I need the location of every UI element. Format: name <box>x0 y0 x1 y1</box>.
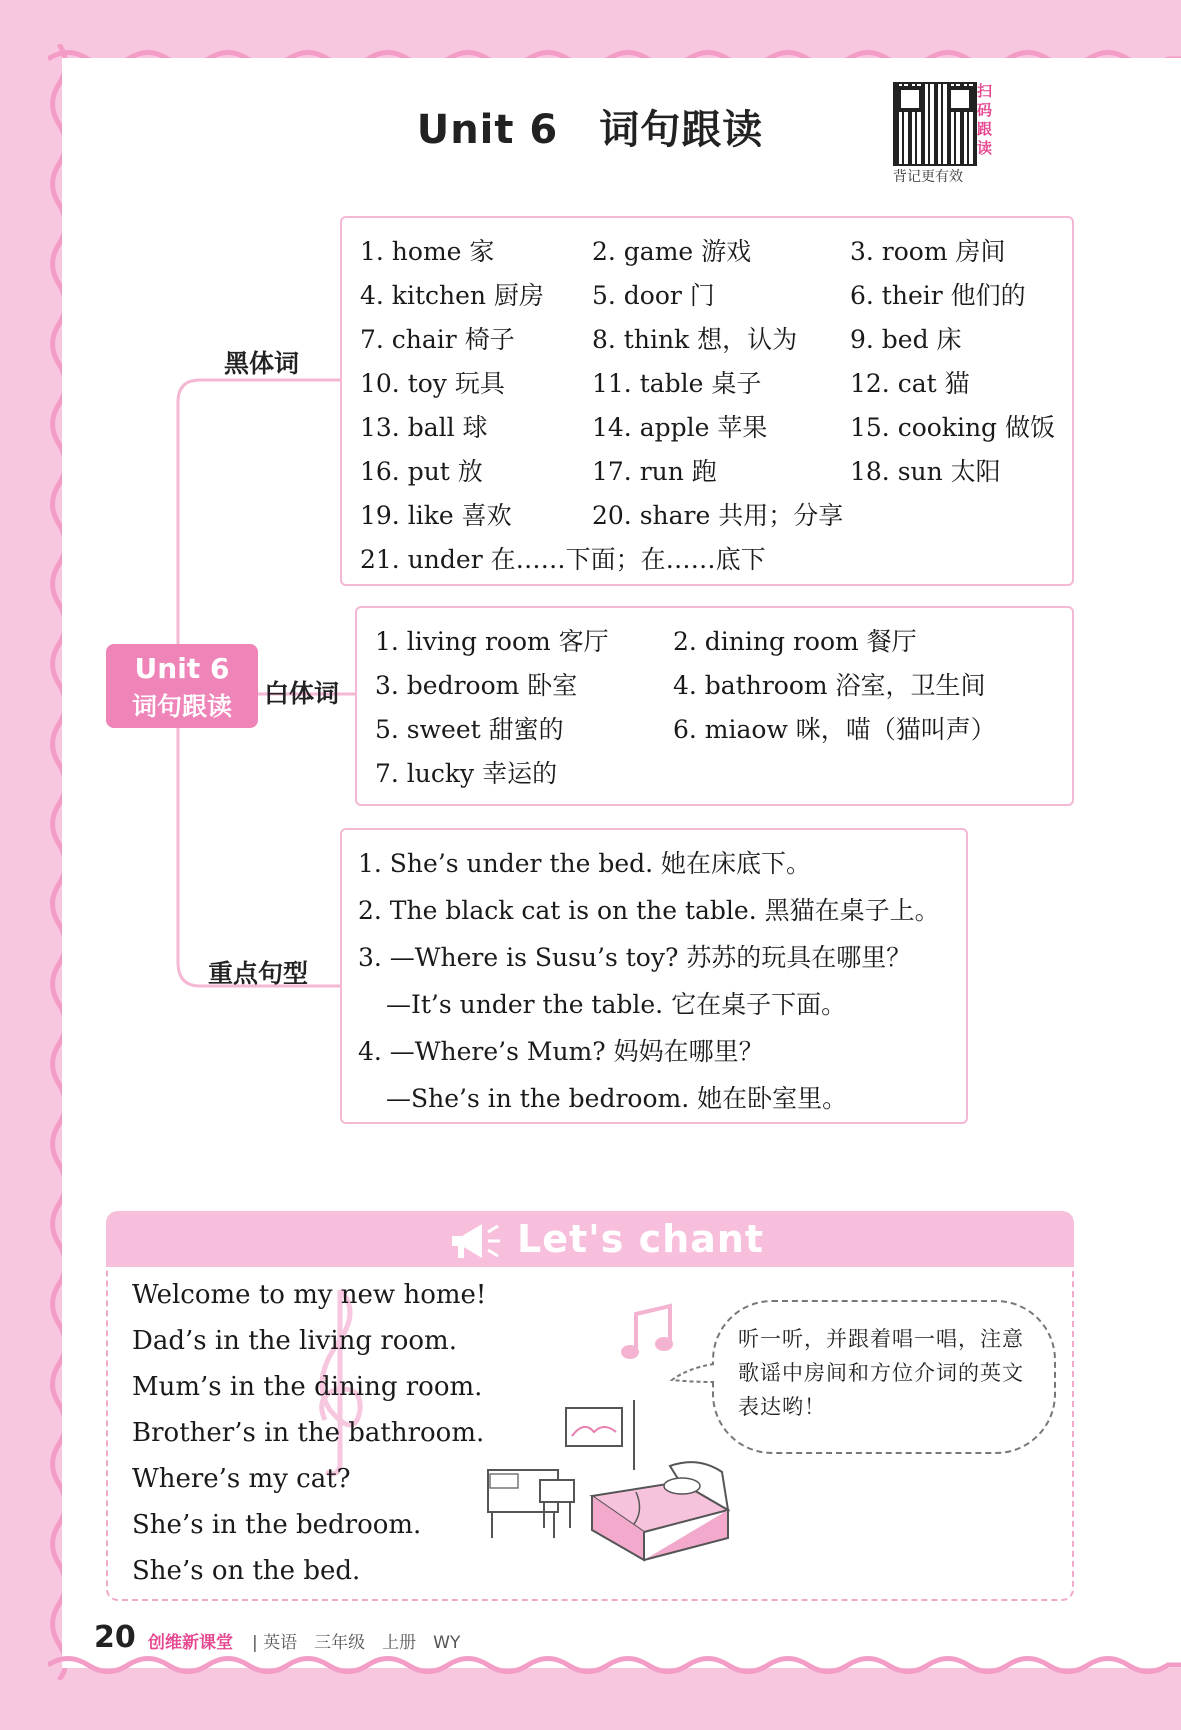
vocab-item: 9. bed 床 <box>850 325 962 354</box>
vocab-item: 11. table 桌子 <box>592 369 762 398</box>
sentence-line: 2. The black cat is on the table. 黑猫在桌子上。 <box>358 896 940 925</box>
chant-line: She’s in the bedroom. <box>132 1510 422 1540</box>
vocab-item: 18. sun 太阳 <box>850 457 1001 486</box>
vocab-item: 21. under 在……下面；在……底下 <box>360 545 766 574</box>
vocab-item: 10. toy 玩具 <box>360 369 505 398</box>
chant-title: Let's chant <box>517 1217 765 1261</box>
chant-line: She’s on the bed. <box>132 1556 361 1586</box>
vocab-item: 5. door 门 <box>592 281 715 310</box>
bedroom-illustration <box>484 1400 734 1570</box>
chant-line: Where’s my cat? <box>132 1464 351 1494</box>
vocab-item: 1. living room 客厅 <box>375 627 609 656</box>
vocab-item: 6. their 他们的 <box>850 281 1026 310</box>
vocab-item: 4. kitchen 厨房 <box>360 281 544 310</box>
plain-words-label: 白体词 <box>264 679 340 708</box>
footer-brand: 创维新课堂 <box>148 1633 233 1653</box>
sentence-line: 3. —Where is Susu’s toy? 苏苏的玩具在哪里？ <box>358 943 912 972</box>
vocab-item: 7. chair 椅子 <box>360 325 515 354</box>
vocab-item: 4. bathroom 浴室，卫生间 <box>673 671 986 700</box>
sentence-line: 1. She’s under the bed. 她在床底下。 <box>358 849 812 878</box>
bold-words-box <box>340 216 1074 586</box>
megaphone-icon <box>448 1218 504 1264</box>
vocab-item: 14. apple 苹果 <box>592 413 768 442</box>
vocab-item: 3. room 房间 <box>850 237 1006 266</box>
vocab-item: 17. run 跑 <box>592 457 717 486</box>
vocab-item: 12. cat 猫 <box>850 369 970 398</box>
page-title: Unit 6 词句跟读 <box>416 107 764 153</box>
chant-line: Mum’s in the dining room. <box>132 1372 483 1402</box>
vocab-item: 5. sweet 甜蜜的 <box>375 715 564 744</box>
vocab-item: 20. share 共用；分享 <box>592 501 844 530</box>
sentence-line: —It’s under the table. 它在桌子下面。 <box>386 990 847 1019</box>
chant-line: Brother’s in the bathroom. <box>132 1418 485 1448</box>
vocab-item: 16. put 放 <box>360 457 483 486</box>
vocab-item: 6. miaow 咪，喵（猫叫声） <box>673 715 996 744</box>
qr-side-label: 扫码跟读 <box>977 82 993 157</box>
center-badge-line2: 词句跟读 <box>131 692 232 721</box>
chant-line: Welcome to my new home! <box>132 1280 487 1310</box>
vocab-item: 7. lucky 幸运的 <box>375 759 558 788</box>
key-sentences-label: 重点句型 <box>208 959 309 988</box>
bubble-text: 听一听，并跟着唱一唱，注意歌谣中房间和方位介词的英文表达哟！ <box>738 1327 1024 1419</box>
sentence-line: 4. —Where’s Mum? 妈妈在哪里？ <box>358 1037 764 1066</box>
unit-center-badge <box>106 644 258 728</box>
key-sentences-box <box>340 828 968 1124</box>
vocab-item: 19. like 喜欢 <box>360 501 512 530</box>
vocab-item: 2. game 游戏 <box>592 237 752 266</box>
music-note-icon <box>618 1300 678 1364</box>
bold-words-label: 黑体词 <box>224 349 300 378</box>
sentence-line: —She’s in the bedroom. 她在卧室里。 <box>386 1084 848 1113</box>
vocab-item: 13. ball 球 <box>360 413 488 442</box>
qr-note: 背记更有效 <box>893 169 963 185</box>
vocab-item: 2. dining room 餐厅 <box>673 627 917 656</box>
vocab-item: 8. think 想，认为 <box>592 325 798 354</box>
bubble-tail <box>668 1360 718 1390</box>
footer-book-info: | 英语 三年级 上册 WY <box>252 1633 461 1653</box>
center-badge-line1: Unit 6 <box>134 652 230 685</box>
vocab-item: 15. cooking 做饭 <box>850 413 1056 442</box>
page-number: 20 <box>94 1620 136 1655</box>
chant-line: Dad’s in the living room. <box>132 1326 457 1356</box>
vocab-item: 1. home 家 <box>360 237 495 266</box>
plain-words-box <box>355 606 1074 806</box>
vocab-item: 3. bedroom 卧室 <box>375 671 578 700</box>
